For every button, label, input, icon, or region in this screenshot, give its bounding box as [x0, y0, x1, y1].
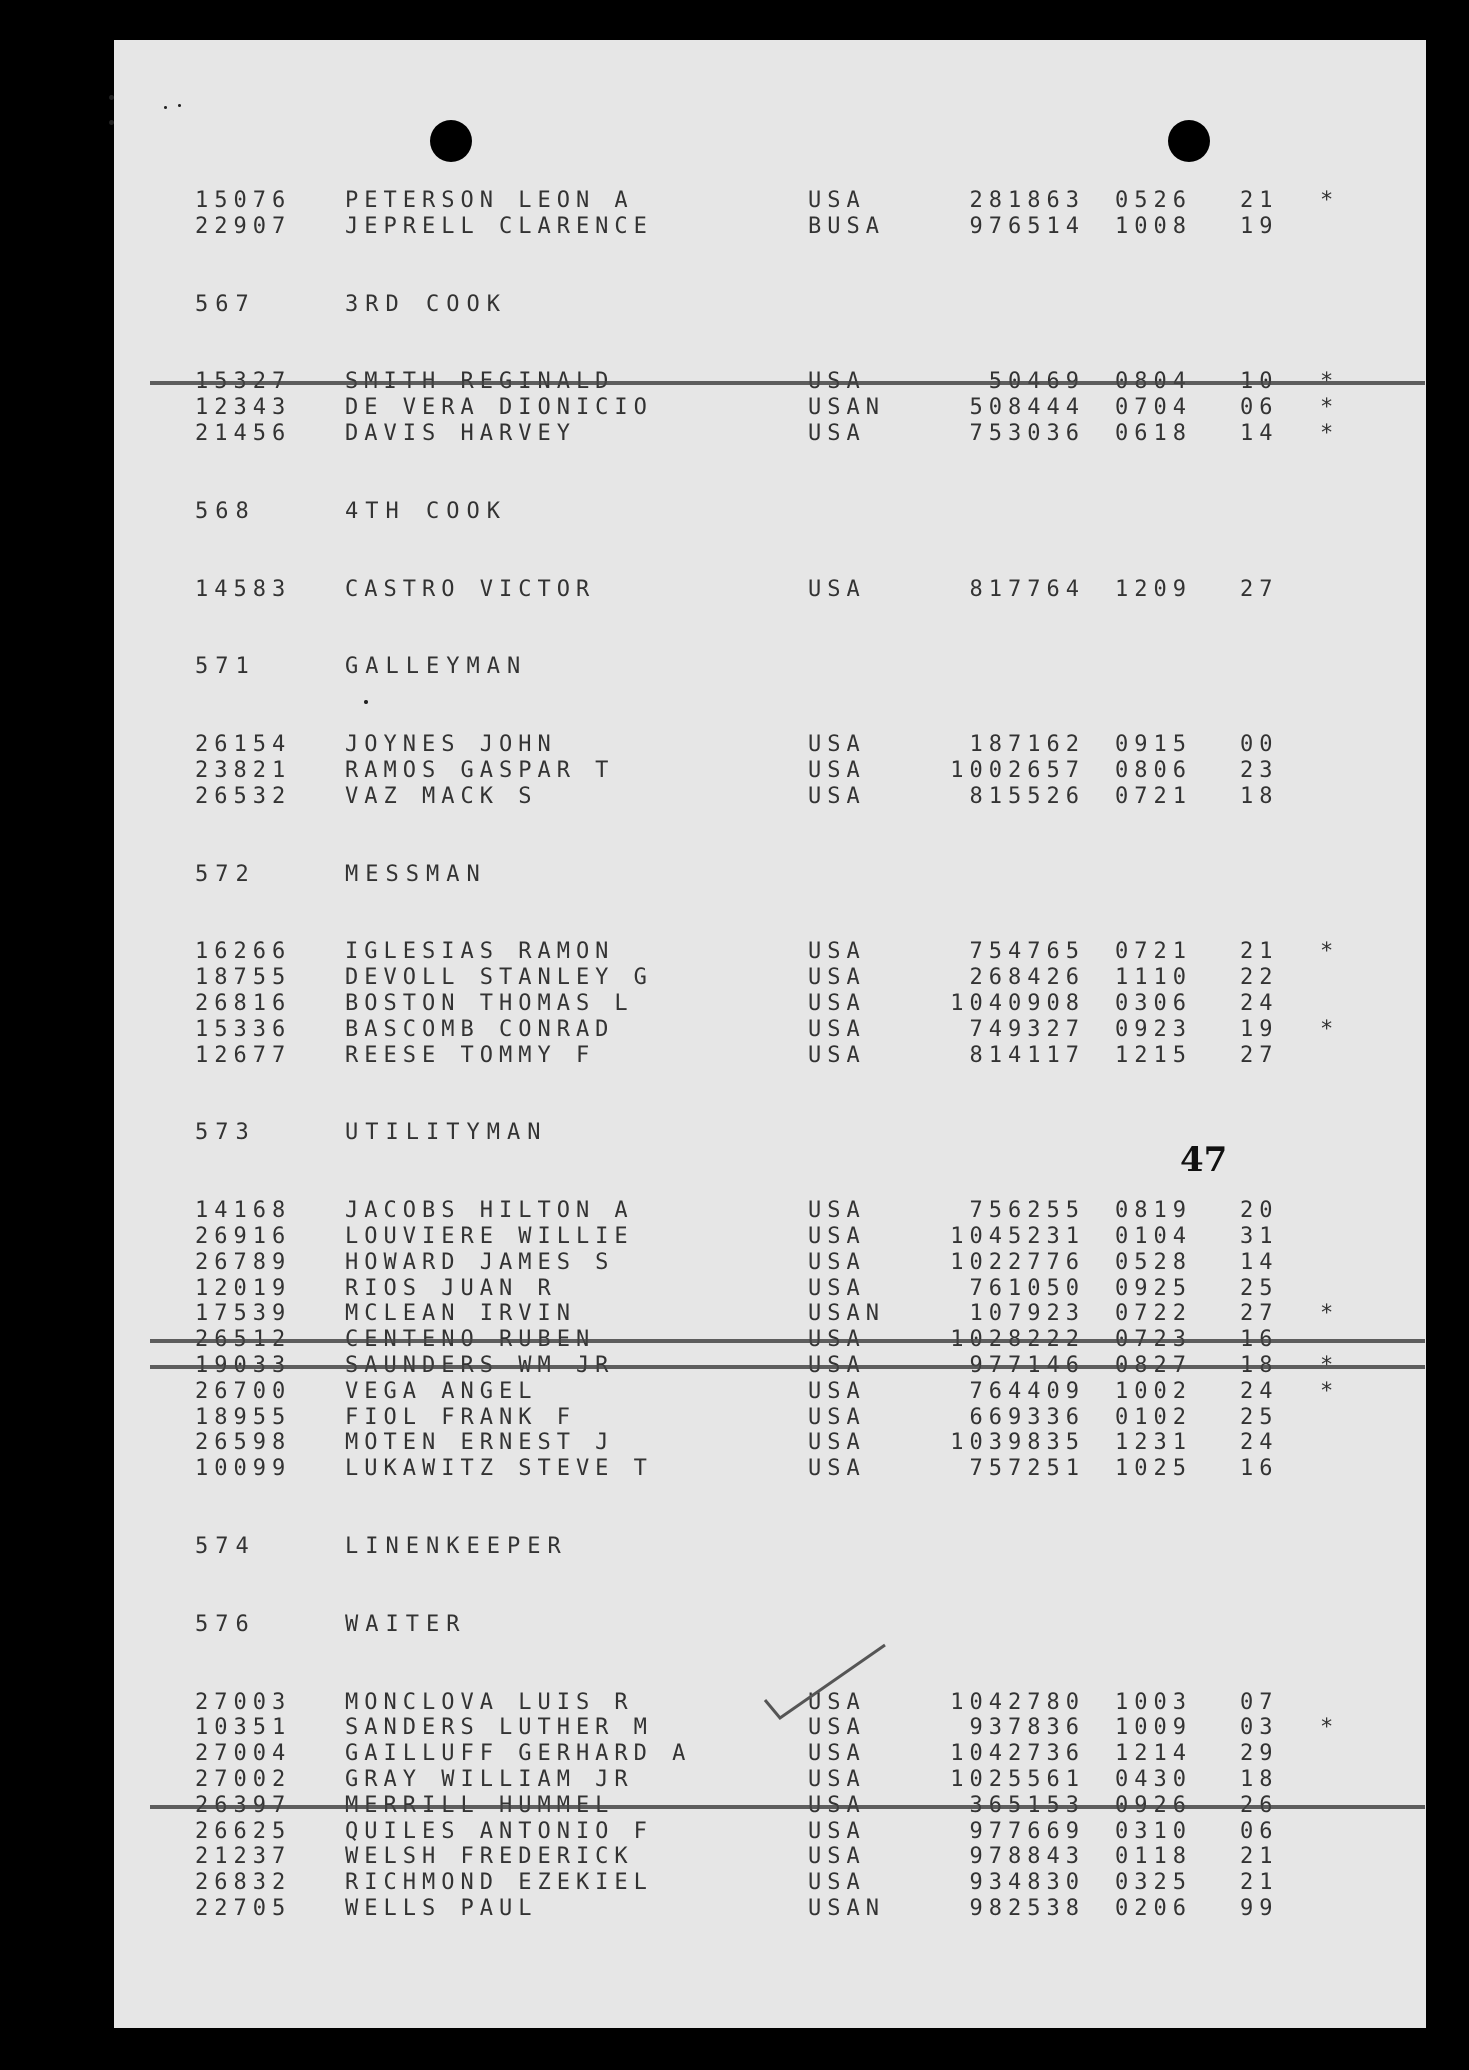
- asterisk-mark: *: [1320, 939, 1340, 965]
- crew-id: 15336: [195, 1016, 292, 1042]
- document-number: 815526: [969, 783, 1085, 809]
- date-code: 1002: [1115, 1378, 1192, 1404]
- citizenship: USA: [808, 1456, 866, 1482]
- crew-id: 10099: [195, 1456, 292, 1482]
- table-row: [0, 1690, 1469, 1716]
- table-row: [0, 1819, 1469, 1845]
- crew-id: 27003: [195, 1689, 292, 1715]
- crew-name: GRAY WILLIAM JR: [345, 1767, 634, 1792]
- date-code: 0923: [1115, 1016, 1192, 1042]
- crew-name: MONCLOVA LUIS R: [345, 1689, 634, 1715]
- section-code: 576: [195, 1611, 256, 1637]
- document-number: 976514: [969, 213, 1085, 239]
- asterisk-mark: *: [1320, 1378, 1340, 1404]
- citizenship: USAN: [808, 395, 885, 421]
- crew-id: 26532: [195, 783, 292, 809]
- age-value: 24: [1240, 1378, 1279, 1404]
- age-value: 24: [1240, 1430, 1279, 1456]
- age-value: 00: [1240, 732, 1279, 758]
- crew-name: RICHMOND EZEKIEL: [345, 1870, 653, 1896]
- speck: [109, 120, 114, 125]
- document-number: 977669: [969, 1818, 1085, 1844]
- table-row: [0, 1715, 1469, 1741]
- age-value: 16: [1240, 1456, 1279, 1482]
- document-number: 1042736: [950, 1741, 1085, 1767]
- date-code: 0806: [1115, 758, 1192, 783]
- crew-name: PETERSON LEON A: [345, 188, 634, 213]
- citizenship: USA: [808, 1689, 866, 1715]
- crew-name: RIOS JUAN R: [345, 1275, 557, 1301]
- section-title: 4TH COOK: [345, 498, 507, 524]
- age-value: 29: [1240, 1741, 1279, 1767]
- date-code: 0915: [1115, 732, 1192, 758]
- table-row: [0, 1896, 1469, 1922]
- crew-id: 21237: [195, 1844, 292, 1870]
- document-number: 1025561: [950, 1767, 1085, 1792]
- crew-id: 14168: [195, 1198, 292, 1224]
- age-value: 25: [1240, 1275, 1279, 1301]
- date-code: 0704: [1115, 395, 1192, 421]
- table-row: [0, 1741, 1469, 1767]
- table-row: [0, 188, 1469, 214]
- section-title: GALLEYMAN: [345, 654, 528, 680]
- punch-hole-right: [1168, 120, 1210, 162]
- document-number: 1042780: [950, 1689, 1085, 1715]
- citizenship: USA: [808, 1378, 866, 1404]
- crew-id: 14583: [195, 576, 292, 602]
- citizenship: USA: [808, 1715, 866, 1741]
- crew-id: 26598: [195, 1430, 292, 1456]
- age-value: 19: [1240, 1016, 1279, 1042]
- citizenship: USA: [808, 783, 866, 809]
- crew-id: 12677: [195, 1042, 292, 1068]
- strike-through-line: [150, 1365, 1425, 1369]
- strike-through-line: [150, 1805, 1425, 1809]
- section-code: 574: [195, 1534, 256, 1559]
- document-number: 1039835: [950, 1430, 1085, 1456]
- date-code: 1025: [1115, 1456, 1192, 1482]
- date-code: 0721: [1115, 939, 1192, 965]
- date-code: 1009: [1115, 1715, 1192, 1741]
- crew-name: REESE TOMMY F: [345, 1042, 596, 1068]
- citizenship: USA: [808, 1198, 866, 1224]
- document-number: 754765: [969, 939, 1085, 965]
- crew-id: 12343: [195, 395, 292, 421]
- section-title: MESSMAN: [345, 861, 487, 887]
- crew-name: FIOL FRANK F: [345, 1404, 576, 1430]
- document-number: 764409: [969, 1378, 1085, 1404]
- table-row: [0, 1017, 1469, 1043]
- document-number: 978843: [969, 1844, 1085, 1870]
- citizenship: USA: [808, 1224, 866, 1249]
- citizenship: USA: [808, 1741, 866, 1767]
- section-title: WAITER: [345, 1611, 467, 1637]
- date-code: 1110: [1115, 965, 1192, 991]
- table-row: [0, 1043, 1469, 1069]
- crew-id: 17539: [195, 1301, 292, 1327]
- citizenship: USA: [808, 1249, 866, 1275]
- table-row: [0, 1301, 1469, 1327]
- crew-name: IGLESIAS RAMON: [345, 939, 615, 965]
- section-title: UTILITYMAN: [345, 1120, 548, 1146]
- crew-id: 23821: [195, 758, 292, 783]
- date-code: 0310: [1115, 1818, 1192, 1844]
- citizenship: USAN: [808, 1896, 885, 1921]
- asterisk-mark: *: [1320, 1301, 1340, 1327]
- speck: [364, 700, 368, 704]
- document-number: 1045231: [950, 1224, 1085, 1249]
- crew-name: BASCOMB CONRAD: [345, 1016, 615, 1042]
- crew-name: MCLEAN IRVIN: [345, 1301, 576, 1327]
- document-number: 508444: [969, 395, 1085, 421]
- crew-name: SANDERS LUTHER M: [345, 1715, 653, 1741]
- crew-id: 27004: [195, 1741, 292, 1767]
- crew-name: LOUVIERE WILLIE: [345, 1224, 634, 1249]
- crew-name: WELLS PAUL: [345, 1896, 538, 1921]
- date-code: 0118: [1115, 1844, 1192, 1870]
- speck: [109, 95, 114, 100]
- punch-hole-left: [430, 120, 472, 162]
- citizenship: USA: [808, 1844, 866, 1870]
- age-value: 21: [1240, 1844, 1279, 1870]
- asterisk-mark: *: [1320, 188, 1340, 213]
- age-value: 24: [1240, 991, 1279, 1016]
- date-code: 0618: [1115, 421, 1192, 446]
- age-value: 14: [1240, 421, 1279, 446]
- age-value: 07: [1240, 1689, 1279, 1715]
- age-value: 21: [1240, 1870, 1279, 1896]
- crew-name: WELSH FREDERICK: [345, 1844, 634, 1870]
- table-row: [0, 758, 1469, 784]
- date-code: 1209: [1115, 576, 1192, 602]
- citizenship: USA: [808, 1818, 866, 1844]
- age-value: 27: [1240, 1301, 1279, 1327]
- crew-name: GAILLUFF GERHARD A: [345, 1741, 692, 1767]
- date-code: 1214: [1115, 1741, 1192, 1767]
- age-value: 21: [1240, 188, 1279, 213]
- document-number: 187162: [969, 732, 1085, 758]
- citizenship: USAN: [808, 1301, 885, 1327]
- citizenship: USA: [808, 188, 866, 213]
- crew-id: 21456: [195, 421, 292, 446]
- crew-name: JEPRELL CLARENCE: [345, 213, 653, 239]
- document-number: 761050: [969, 1275, 1085, 1301]
- document-number: 753036: [969, 421, 1085, 446]
- document-number: 268426: [969, 965, 1085, 991]
- date-code: 0104: [1115, 1224, 1192, 1249]
- crew-id: 26789: [195, 1249, 292, 1275]
- crew-id: 10351: [195, 1715, 292, 1741]
- table-row: [0, 577, 1469, 603]
- citizenship: USA: [808, 1042, 866, 1068]
- crew-name: HOWARD JAMES S: [345, 1249, 615, 1275]
- citizenship: USA: [808, 1404, 866, 1430]
- age-value: 27: [1240, 1042, 1279, 1068]
- age-value: 25: [1240, 1404, 1279, 1430]
- citizenship: USA: [808, 1870, 866, 1896]
- crew-name: JACOBS HILTON A: [345, 1198, 634, 1224]
- document-number: 1022776: [950, 1249, 1085, 1275]
- section-code: 572: [195, 861, 256, 887]
- date-code: 0721: [1115, 783, 1192, 809]
- citizenship: USA: [808, 1767, 866, 1792]
- crew-id: 16266: [195, 939, 292, 965]
- table-row: [0, 1198, 1469, 1224]
- table-row: [0, 732, 1469, 758]
- crew-id: 18755: [195, 965, 292, 991]
- section-code: 571: [195, 654, 256, 680]
- date-code: 0526: [1115, 188, 1192, 213]
- table-row: [0, 1767, 1469, 1793]
- crew-name: VEGA ANGEL: [345, 1378, 538, 1404]
- crew-name: JOYNES JOHN: [345, 732, 557, 758]
- crew-id: 12019: [195, 1275, 292, 1301]
- citizenship: USA: [808, 1430, 866, 1456]
- speck: [164, 106, 167, 109]
- crew-name: VAZ MACK S: [345, 783, 538, 809]
- age-value: 18: [1240, 783, 1279, 809]
- citizenship: USA: [808, 1016, 866, 1042]
- section-code: 568: [195, 498, 256, 524]
- date-code: 0206: [1115, 1896, 1192, 1921]
- asterisk-mark: *: [1320, 1715, 1340, 1741]
- date-code: 0722: [1115, 1301, 1192, 1327]
- table-row: [0, 1430, 1469, 1456]
- table-row: [0, 1379, 1469, 1405]
- date-code: 0819: [1115, 1198, 1192, 1224]
- table-row: [0, 1870, 1469, 1896]
- crew-name: RAMOS GASPAR T: [345, 758, 615, 783]
- citizenship: USA: [808, 758, 866, 783]
- section-code: 573: [195, 1120, 256, 1146]
- age-value: 20: [1240, 1198, 1279, 1224]
- asterisk-mark: *: [1320, 1016, 1340, 1042]
- date-code: 1008: [1115, 213, 1192, 239]
- document-number: 1002657: [950, 758, 1085, 783]
- table-row: [0, 1405, 1469, 1431]
- table-row: [0, 214, 1469, 240]
- document-number: 669336: [969, 1404, 1085, 1430]
- crew-id: 18955: [195, 1404, 292, 1430]
- crew-name: MOTEN ERNEST J: [345, 1430, 615, 1456]
- date-code: 0925: [1115, 1275, 1192, 1301]
- handwritten-checkmark: [760, 1640, 890, 1730]
- table-row: [0, 991, 1469, 1017]
- citizenship: USA: [808, 576, 866, 602]
- crew-id: 26700: [195, 1378, 292, 1404]
- age-value: 22: [1240, 965, 1279, 991]
- age-value: 27: [1240, 576, 1279, 602]
- document-number: 749327: [969, 1016, 1085, 1042]
- age-value: 06: [1240, 1818, 1279, 1844]
- crew-name: BOSTON THOMAS L: [345, 991, 634, 1016]
- table-row: [0, 784, 1469, 810]
- citizenship: USA: [808, 421, 866, 446]
- document-number: 107923: [969, 1301, 1085, 1327]
- date-code: 0325: [1115, 1870, 1192, 1896]
- citizenship: BUSA: [808, 213, 885, 239]
- crew-id: 26625: [195, 1818, 292, 1844]
- document-number: 937836: [969, 1715, 1085, 1741]
- age-value: 31: [1240, 1224, 1279, 1249]
- crew-id: 26916: [195, 1224, 292, 1249]
- crew-id: 26816: [195, 991, 292, 1016]
- date-code: 1003: [1115, 1689, 1192, 1715]
- date-code: 1215: [1115, 1042, 1192, 1068]
- citizenship: USA: [808, 939, 866, 965]
- document-number: 817764: [969, 576, 1085, 602]
- table-row: [0, 1456, 1469, 1482]
- page-number: 47: [1180, 1140, 1228, 1180]
- date-code: 0528: [1115, 1249, 1192, 1275]
- date-code: 0102: [1115, 1404, 1192, 1430]
- citizenship: USA: [808, 965, 866, 991]
- crew-name: CASTRO VICTOR: [345, 576, 596, 602]
- crew-id: 15076: [195, 188, 292, 213]
- age-value: 18: [1240, 1767, 1279, 1792]
- crew-id: 26154: [195, 732, 292, 758]
- table-row: [0, 395, 1469, 421]
- citizenship: USA: [808, 1275, 866, 1301]
- section-title: 3RD COOK: [345, 291, 507, 317]
- table-row: [0, 1224, 1469, 1250]
- date-code: 0306: [1115, 991, 1192, 1016]
- asterisk-mark: *: [1320, 395, 1340, 421]
- crew-id: 27002: [195, 1767, 292, 1792]
- crew-name: DEVOLL STANLEY G: [345, 965, 653, 991]
- crew-id: 22705: [195, 1896, 292, 1921]
- table-row: [0, 939, 1469, 965]
- date-code: 1231: [1115, 1430, 1192, 1456]
- table-row: [0, 1276, 1469, 1302]
- citizenship: USA: [808, 991, 866, 1016]
- document-number: 1040908: [950, 991, 1085, 1016]
- strike-through-line: [150, 381, 1425, 385]
- age-value: 21: [1240, 939, 1279, 965]
- section-code: 567: [195, 291, 256, 317]
- table-row: [0, 421, 1469, 447]
- strike-through-line: [150, 1339, 1425, 1343]
- document-number: 934830: [969, 1870, 1085, 1896]
- crew-name: QUILES ANTONIO F: [345, 1818, 653, 1844]
- document-number: 757251: [969, 1456, 1085, 1482]
- crew-name: DAVIS HARVEY: [345, 421, 576, 446]
- crew-name: DE VERA DIONICIO: [345, 395, 653, 421]
- document-number: 281863: [969, 188, 1085, 213]
- age-value: 06: [1240, 395, 1279, 421]
- crew-id: 26832: [195, 1870, 292, 1896]
- date-code: 0430: [1115, 1767, 1192, 1792]
- table-row: [0, 1844, 1469, 1870]
- crew-name: LUKAWITZ STEVE T: [345, 1456, 653, 1482]
- section-title: LINENKEEPER: [345, 1534, 568, 1559]
- age-value: 14: [1240, 1249, 1279, 1275]
- age-value: 99: [1240, 1896, 1279, 1921]
- crew-id: 22907: [195, 213, 292, 239]
- age-value: 23: [1240, 758, 1279, 783]
- document-number: 756255: [969, 1198, 1085, 1224]
- age-value: 19: [1240, 213, 1279, 239]
- age-value: 03: [1240, 1715, 1279, 1741]
- table-row: [0, 965, 1469, 991]
- asterisk-mark: *: [1320, 421, 1340, 446]
- citizenship: USA: [808, 732, 866, 758]
- document-number: 814117: [969, 1042, 1085, 1068]
- table-row: [0, 1250, 1469, 1276]
- document-number: 982538: [969, 1896, 1085, 1921]
- speck: [178, 104, 181, 107]
